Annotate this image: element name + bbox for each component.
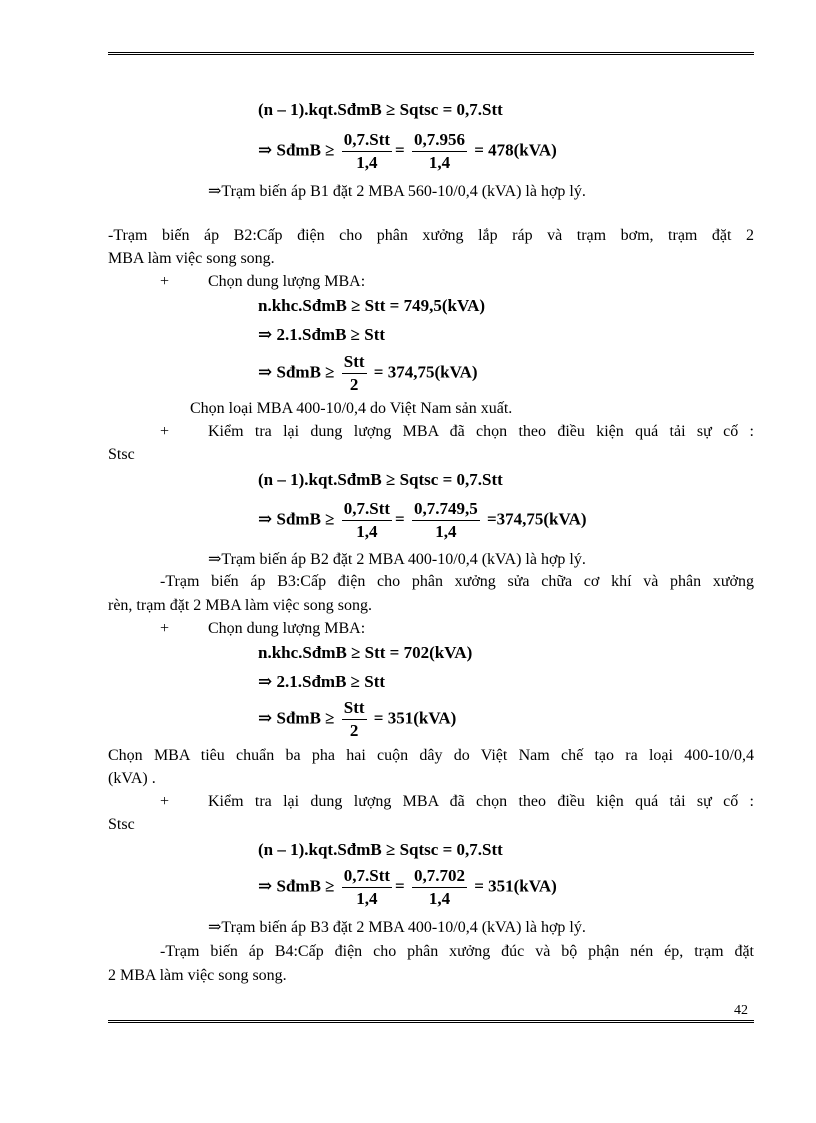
fraction: $\frac{\text{0,7.Stt}}{1,4}$ bbox=[343, 499, 391, 541]
conclusion-text: ⇒Trạm biến áp B3 đặt 2 MBA 400-10/0,4 (kVA) là hợp lý. bbox=[208, 919, 586, 936]
paragraph: (kVA) . bbox=[108, 770, 156, 787]
symbol-text: Stsc bbox=[108, 446, 135, 463]
fraction: $\frac{\text{Stt}}{2}$ bbox=[343, 352, 365, 394]
equation: (n – 1).kqt.SđmB ≥ Sqtsc = 0,7.Stt bbox=[258, 840, 503, 859]
equation: ⇒ SđmB ≥ $\frac{\text{0,7.Stt}}{1,4}$ = $\frac{0,7.749,5}{1,4}$ =374,75(kVA) bbox=[258, 499, 587, 541]
equation: ⇒ 2.1.SđmB ≥ Stt bbox=[258, 672, 386, 691]
paragraph: -Trạm biến áp B4:Cấp điện cho phân xưởng đúc và bộ phận nén ép, trạm đặt bbox=[160, 943, 754, 960]
conclusion-text: ⇒Trạm biến áp B1 đặt 2 MBA 560-10/0,4 (kVA) là hợp lý. bbox=[208, 183, 586, 200]
paragraph: Chọn loại MBA 400-10/0,4 do Việt Nam sản xuất. bbox=[190, 400, 513, 417]
symbol-text: Stsc bbox=[108, 816, 135, 833]
equation: ⇒ SđmB ≥ $\frac{\text{Stt}}{2}$ = 351(kVA) bbox=[258, 698, 457, 740]
equation: n.khc.SđmB ≥ Stt = 702(kVA) bbox=[258, 643, 473, 662]
equation: (n – 1).kqt.SđmB ≥ Sqtsc = 0,7.Stt bbox=[258, 100, 503, 119]
paragraph: MBA làm việc song song. bbox=[108, 250, 275, 267]
fraction: $\frac{0,7.956}{1,4}$ bbox=[413, 130, 465, 172]
subheading: Chọn dung lượng MBA: bbox=[208, 620, 366, 637]
paragraph: Chọn MBA tiêu chuẩn ba pha hai cuộn dây do Việt Nam chế tạo ra loại 400-10/0,4 bbox=[108, 747, 754, 764]
paragraph: -Trạm biến áp B2:Cấp điện cho phân xưởng lắp ráp và trạm bơm, trạm đặt 2 bbox=[108, 227, 754, 244]
equation: (n – 1).kqt.SđmB ≥ Sqtsc = 0,7.Stt bbox=[258, 470, 503, 489]
equation: ⇒ SđmB ≥ $\frac{\text{Stt}}{2}$ = 374,75(kVA) bbox=[258, 352, 478, 394]
fraction: $\frac{\text{0,7.Stt}}{1,4}$ bbox=[343, 866, 391, 908]
bullet-plus: + bbox=[160, 620, 170, 637]
equation: ⇒ 2.1.SđmB ≥ Stt bbox=[258, 325, 386, 344]
paragraph: Kiểm tra lại dung lượng MBA đã chọn theo điều kiện quá tải sự cố : bbox=[208, 423, 754, 440]
bullet-plus: + bbox=[160, 793, 170, 810]
header-rule bbox=[108, 52, 754, 55]
equation: ⇒ SđmB ≥ $\frac{\text{0,7.Stt}}{1,4}$ = $\frac{0,7.956}{1,4}$ = 478(kVA) bbox=[258, 130, 557, 172]
bullet-plus: + bbox=[160, 423, 170, 440]
paragraph: -Trạm biến áp B3:Cấp điện cho phân xưởng sửa chữa cơ khí và phân xưởng bbox=[160, 573, 754, 590]
subheading: Chọn dung lượng MBA: bbox=[208, 273, 366, 290]
conclusion-text: ⇒Trạm biến áp B2 đặt 2 MBA 400-10/0,4 (kVA) là hợp lý. bbox=[208, 551, 586, 568]
equation: ⇒ SđmB ≥ $\frac{\text{0,7.Stt}}{1,4}$ = $\frac{0,7.702}{1,4}$ = 351(kVA) bbox=[258, 866, 557, 908]
page-number: 42 bbox=[734, 1003, 748, 1018]
fraction: $\frac{\text{Stt}}{2}$ bbox=[343, 698, 365, 740]
paragraph: 2 MBA làm việc song song. bbox=[108, 967, 287, 984]
bullet-plus: + bbox=[160, 273, 170, 290]
paragraph: Kiểm tra lại dung lượng MBA đã chọn theo điều kiện quá tải sự cố : bbox=[208, 793, 754, 810]
fraction: $\frac{0,7.702}{1,4}$ bbox=[413, 866, 465, 908]
fraction: $\frac{0,7.749,5}{1,4}$ bbox=[413, 499, 478, 541]
paragraph: rèn, trạm đặt 2 MBA làm việc song song. bbox=[108, 597, 372, 614]
fraction: $\frac{\text{0,7.Stt}}{1,4}$ bbox=[343, 130, 391, 172]
footer-rule bbox=[108, 1020, 754, 1023]
equation: n.khc.SđmB ≥ Stt = 749,5(kVA) bbox=[258, 296, 486, 315]
